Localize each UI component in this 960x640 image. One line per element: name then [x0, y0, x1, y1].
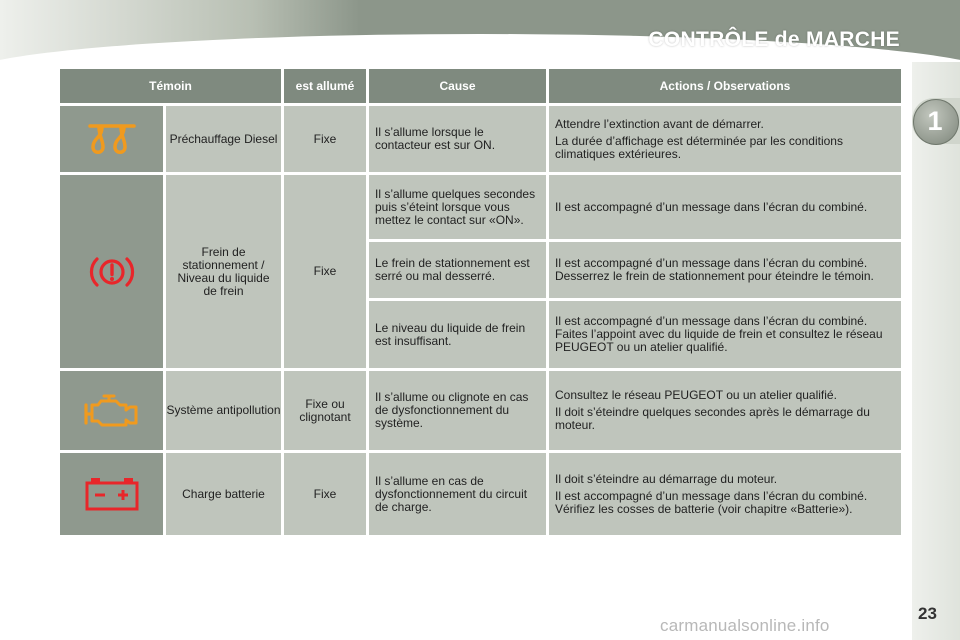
table-row-label: Préchauffage Diesel — [166, 106, 281, 172]
cause-text: Le frein de stationnement est serré ou mal desserré. — [375, 256, 530, 283]
header-temoin: Témoin — [60, 69, 281, 103]
table-row-icon-cell — [60, 106, 163, 172]
table-row-cause — [369, 371, 546, 450]
table-row-label: Frein de stationnement / Niveau du liquide de frein — [166, 175, 281, 368]
table-row-cause — [369, 106, 546, 172]
page-number: 23 — [918, 604, 937, 623]
action-text: Il est accompagné d’un message dans l’écran du combiné. Desserrez le frein de stationnement pour éteindre le témoin. — [555, 256, 874, 283]
table-row-cause — [369, 242, 546, 298]
table-row-icon-cell — [60, 371, 163, 450]
table-row-state: Fixe — [284, 453, 366, 535]
action-text: La durée d’affichage est déterminée par les conditions climatiques extérieures. — [555, 133, 843, 161]
action-text: Attendre l’extinction avant de démarrer. — [555, 116, 764, 131]
table-row-icon-cell — [60, 453, 163, 535]
table-row-actions — [549, 371, 901, 450]
action-text: Il est accompagné d’un message dans l’écran du combiné. Faites l’appoint avec du liquide de frein et consultez le réseau PEUGEOT ou un atelier qualifié. — [555, 314, 883, 354]
table-row-cause — [369, 175, 546, 239]
table-row-state: Fixe ou clignotant — [284, 371, 366, 450]
table-row-label: Système antipollution — [166, 371, 281, 450]
table-row-icon-cell — [60, 175, 163, 368]
cause-text: Il s’allume ou clignote en cas de dysfonctionnement du système. — [375, 390, 529, 430]
cause-text: Il s’allume quelques secondes puis s’éteint lorsque vous mettez le contact sur «ON». — [375, 186, 536, 227]
table-row-actions — [549, 301, 901, 368]
action-text: Il doit s’éteindre quelques secondes après le démarrage du moteur. — [555, 405, 870, 432]
page-title: CONTRÔLE de MARCHE — [648, 28, 900, 51]
header-allume: est allumé — [284, 69, 366, 103]
table-row-actions — [549, 175, 901, 239]
action-text: Il doit s’éteindre au démarrage du moteur. — [555, 471, 778, 486]
engine-check-icon — [84, 393, 140, 429]
table-row-actions — [549, 106, 901, 172]
chapter-strip — [912, 62, 960, 640]
watermark: carmanualsonline.info — [660, 616, 830, 635]
table-row-cause — [369, 301, 546, 368]
header-cause: Cause — [369, 69, 546, 103]
cause-text: Il s’allume lorsque le contacteur est sur ON. — [375, 125, 496, 152]
table-row-actions — [549, 242, 901, 298]
table-row-actions — [549, 453, 901, 535]
action-text: Consultez le réseau PEUGEOT ou un atelier qualifié. — [555, 388, 837, 402]
cause-text: Il s’allume en cas de dysfonctionnement du circuit de charge. — [375, 473, 528, 514]
table-row-state: Fixe — [284, 175, 366, 368]
battery-icon — [85, 477, 139, 511]
parking-brake-icon — [89, 255, 135, 289]
table-row-cause — [369, 453, 546, 535]
action-text: Il est accompagné d’un message dans l’écran du combiné. — [555, 199, 868, 214]
chapter-number: 1 — [927, 106, 943, 136]
header-actions: Actions / Observations — [549, 69, 901, 103]
action-text: Il est accompagné d’un message dans l’écran du combiné. Vérifiez les cosses de batterie (voir chapitre «Batterie»). — [555, 488, 868, 516]
glow-plug-icon — [86, 122, 138, 156]
table-row-state: Fixe — [284, 106, 366, 172]
table-row-label: Charge batterie — [166, 453, 281, 535]
cause-text: Le niveau du liquide de frein est insuffisant. — [375, 320, 526, 348]
